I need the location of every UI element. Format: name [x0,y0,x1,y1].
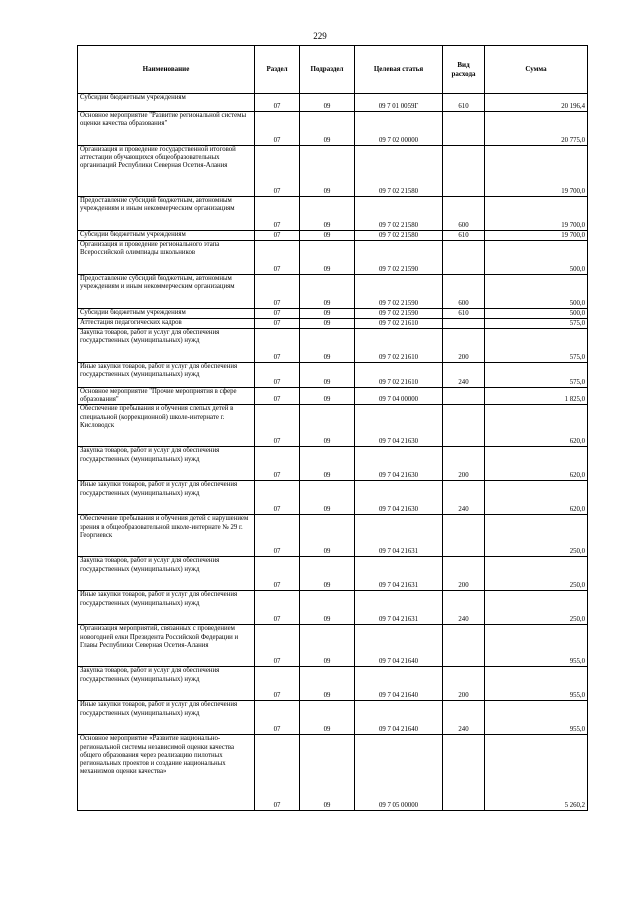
row-section-cell: 07 [255,94,300,112]
row-subsection-cell: 09 [300,447,355,481]
row-section-cell: 07 [255,701,300,735]
row-target-cell: 09 7 02 21610 [355,363,443,388]
row-sum-cell: 620,0 [485,447,588,481]
row-subsection-cell: 09 [300,667,355,701]
row-expense-type-cell: 240 [443,363,485,388]
row-sum-cell: 19 700,0 [485,146,588,197]
row-section-cell: 07 [255,319,300,329]
table-row [78,319,588,329]
row-subsection-cell: 09 [300,94,355,112]
row-sum-cell: 620,0 [485,405,588,447]
row-section-cell: 07 [255,667,300,701]
row-sum-cell: 500,0 [485,309,588,319]
row-name-cell: Организация и проведение регионального этапа Всероссийской олимпиады школьников [78,241,255,275]
row-name-cell: Организация и проведение государственной итоговой аттестации обучающихся общеобразовательных организаций Республики Северная Осетия-Алания [78,146,255,197]
row-sum-cell: 575,0 [485,319,588,329]
table-row [78,363,588,388]
row-section-cell: 07 [255,447,300,481]
row-expense-type-cell: 240 [443,591,485,625]
row-section-cell: 07 [255,241,300,275]
row-sum-cell: 500,0 [485,241,588,275]
row-sum-cell: 955,0 [485,701,588,735]
header-target: Целевая статья [355,46,443,94]
row-section-cell: 07 [255,275,300,309]
row-target-cell: 09 7 04 21631 [355,591,443,625]
row-name-cell: Иные закупки товаров, работ и услуг для обеспечения государственных (муниципальных) нужд [78,481,255,515]
row-expense-type-cell: 200 [443,557,485,591]
row-name-cell: Закупка товаров, работ и услуг для обеспечения государственных (муниципальных) нужд [78,329,255,363]
row-section-cell: 07 [255,625,300,667]
row-target-cell: 09 7 02 21590 [355,241,443,275]
row-expense-type-cell: 610 [443,309,485,319]
row-target-cell: 09 7 04 21630 [355,405,443,447]
row-sum-cell: 19 700,0 [485,231,588,241]
row-name-cell: Организация мероприятий, связанных с проведением новогодней елки Президента Российской Федерации и Главы Республики Северная Осетия-Алания [78,625,255,667]
header-section: Раздел [255,46,300,94]
row-section-cell: 07 [255,557,300,591]
row-target-cell: 09 7 04 21631 [355,557,443,591]
row-subsection-cell: 09 [300,388,355,405]
row-subsection-cell: 09 [300,591,355,625]
row-expense-type-cell: 200 [443,667,485,701]
row-expense-type-cell: 610 [443,94,485,112]
row-section-cell: 07 [255,309,300,319]
header-subsection: Подраздел [300,46,355,94]
row-section-cell: 07 [255,197,300,231]
table-row [78,735,588,811]
row-target-cell: 09 7 04 21640 [355,701,443,735]
budget-table [77,45,588,811]
row-section-cell: 07 [255,146,300,197]
table-row [78,329,588,363]
row-expense-type-cell [443,146,485,197]
row-name-cell: Иные закупки товаров, работ и услуг для обеспечения государственных (муниципальных) нужд [78,591,255,625]
row-target-cell: 09 7 04 21631 [355,515,443,557]
row-section-cell: 07 [255,363,300,388]
row-name-cell: Закупка товаров, работ и услуг для обеспечения государственных (муниципальных) нужд [78,557,255,591]
row-expense-type-cell [443,388,485,405]
row-sum-cell: 575,0 [485,363,588,388]
row-target-cell: 09 7 04 21630 [355,447,443,481]
row-target-cell: 09 7 02 21580 [355,197,443,231]
table-row [78,241,588,275]
row-section-cell: 07 [255,231,300,241]
row-name-cell: Предоставление субсидий бюджетным, автономным учреждениям и иным некоммерческим организациям [78,197,255,231]
row-subsection-cell: 09 [300,515,355,557]
table-row [78,94,588,112]
row-section-cell: 07 [255,735,300,811]
row-subsection-cell: 09 [300,363,355,388]
row-expense-type-cell [443,625,485,667]
row-subsection-cell: 09 [300,735,355,811]
row-sum-cell: 500,0 [485,275,588,309]
table-row [78,591,588,625]
row-sum-cell: 5 260,2 [485,735,588,811]
row-target-cell: 09 7 02 00000 [355,112,443,146]
row-subsection-cell: 09 [300,405,355,447]
row-subsection-cell: 09 [300,309,355,319]
table-header-row [78,46,588,94]
row-sum-cell: 250,0 [485,591,588,625]
table-row [78,667,588,701]
row-subsection-cell: 09 [300,557,355,591]
row-name-cell: Иные закупки товаров, работ и услуг для обеспечения государственных (муниципальных) нужд [78,363,255,388]
row-section-cell: 07 [255,112,300,146]
row-sum-cell: 955,0 [485,625,588,667]
row-name-cell: Основное мероприятие «Развитие национально-региональной системы независимой оценки качества общего образования через реализацию пилотных региональных проектов и создание национальных механизмов оценки качества» [78,735,255,811]
row-target-cell: 09 7 02 21580 [355,146,443,197]
table-row [78,388,588,405]
row-sum-cell: 20 775,0 [485,112,588,146]
row-subsection-cell: 09 [300,231,355,241]
row-section-cell: 07 [255,515,300,557]
row-subsection-cell: 09 [300,112,355,146]
row-name-cell: Субсидии бюджетным учреждениям [78,231,255,241]
row-subsection-cell: 09 [300,625,355,667]
header-name: Наименование [78,46,255,94]
table-row [78,197,588,231]
table-row [78,275,588,309]
row-name-cell: Закупка товаров, работ и услуг для обеспечения государственных (муниципальных) нужд [78,447,255,481]
row-name-cell: Основное мероприятие "Прочие мероприятия в сфере образования" [78,388,255,405]
table-row [78,112,588,146]
row-name-cell: Аттестация педагогических кадров [78,319,255,329]
row-expense-type-cell: 240 [443,481,485,515]
page-number: 229 [313,31,327,41]
table-row [78,625,588,667]
row-expense-type-cell: 600 [443,275,485,309]
row-section-cell: 07 [255,591,300,625]
row-subsection-cell: 09 [300,481,355,515]
row-expense-type-cell [443,515,485,557]
row-expense-type-cell [443,241,485,275]
row-target-cell: 09 7 04 21640 [355,667,443,701]
header-expense-type: Вид расхода [443,46,485,94]
row-expense-type-cell [443,112,485,146]
row-target-cell: 09 7 02 21610 [355,319,443,329]
row-expense-type-cell: 200 [443,447,485,481]
row-target-cell: 09 7 04 21630 [355,481,443,515]
row-sum-cell: 250,0 [485,557,588,591]
row-target-cell: 09 7 01 0059Г [355,94,443,112]
row-name-cell: Обеспечение пребывания и обучения слепых детей в специальной (коррекционной) школе-интернате г. Кисловодск [78,405,255,447]
row-section-cell: 07 [255,388,300,405]
row-name-cell: Иные закупки товаров, работ и услуг для обеспечения государственных (муниципальных) нужд [78,701,255,735]
row-target-cell: 09 7 04 00000 [355,388,443,405]
row-sum-cell: 1 825,0 [485,388,588,405]
row-name-cell: Основное мероприятие "Развитие региональной системы оценки качества образования" [78,112,255,146]
row-expense-type-cell [443,319,485,329]
row-section-cell: 07 [255,405,300,447]
table-row [78,557,588,591]
row-expense-type-cell: 200 [443,329,485,363]
row-target-cell: 09 7 05 00000 [355,735,443,811]
table-row [78,447,588,481]
row-expense-type-cell: 240 [443,701,485,735]
row-subsection-cell: 09 [300,146,355,197]
table-row [78,515,588,557]
row-name-cell: Обеспечение пребывания и обучения детей с нарушением зрения в общеобразовательной школе-интернате № 29 г. Георгиевск [78,515,255,557]
row-sum-cell: 955,0 [485,667,588,701]
row-name-cell: Закупка товаров, работ и услуг для обеспечения государственных (муниципальных) нужд [78,667,255,701]
row-expense-type-cell: 600 [443,197,485,231]
row-subsection-cell: 09 [300,329,355,363]
row-sum-cell: 575,0 [485,329,588,363]
table-row [78,146,588,197]
row-expense-type-cell [443,405,485,447]
row-sum-cell: 19 700,0 [485,197,588,231]
table-row [78,701,588,735]
row-name-cell: Предоставление субсидий бюджетным, автономным учреждениям и иным некоммерческим организациям [78,275,255,309]
row-target-cell: 09 7 04 21640 [355,625,443,667]
row-section-cell: 07 [255,329,300,363]
row-subsection-cell: 09 [300,197,355,231]
row-name-cell: Субсидии бюджетным учреждениям [78,94,255,112]
row-section-cell: 07 [255,481,300,515]
row-sum-cell: 20 196,4 [485,94,588,112]
table-row [78,309,588,319]
table-row [78,231,588,241]
row-target-cell: 09 7 02 21610 [355,329,443,363]
row-name-cell: Субсидии бюджетным учреждениям [78,309,255,319]
table-row [78,481,588,515]
row-expense-type-cell: 610 [443,231,485,241]
row-subsection-cell: 09 [300,701,355,735]
row-target-cell: 09 7 02 21580 [355,231,443,241]
row-sum-cell: 620,0 [485,481,588,515]
row-expense-type-cell [443,735,485,811]
header-sum: Сумма [485,46,588,94]
table-row [78,405,588,447]
row-subsection-cell: 09 [300,275,355,309]
row-target-cell: 09 7 02 21590 [355,275,443,309]
row-subsection-cell: 09 [300,319,355,329]
row-sum-cell: 250,0 [485,515,588,557]
row-target-cell: 09 7 02 21590 [355,309,443,319]
row-subsection-cell: 09 [300,241,355,275]
